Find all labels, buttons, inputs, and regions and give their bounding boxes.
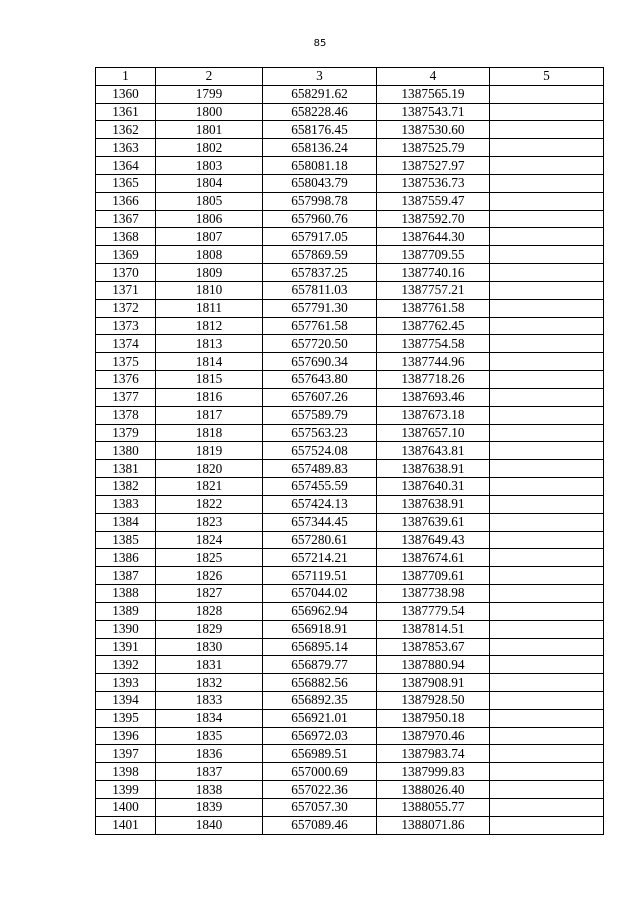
table-cell: 1400 (96, 798, 156, 816)
table-cell: 1387983.74 (377, 745, 490, 763)
table-cell: 656972.03 (263, 727, 377, 745)
table-cell: 1387761.58 (377, 299, 490, 317)
table-cell: 1387543.71 (377, 103, 490, 121)
table-cell: 1367 (96, 210, 156, 228)
table-cell: 656882.56 (263, 674, 377, 692)
table-cell (490, 371, 604, 389)
table-cell: 1801 (156, 121, 263, 139)
table-cell: 657643.80 (263, 371, 377, 389)
table-cell: 1388055.77 (377, 798, 490, 816)
table-cell: 657089.46 (263, 816, 377, 834)
table-cell: 657524.08 (263, 442, 377, 460)
table-row (96, 781, 604, 799)
table-cell: 657489.83 (263, 460, 377, 478)
table-cell: 1387853.67 (377, 638, 490, 656)
table-cell: 1387536.73 (377, 174, 490, 192)
table-row (96, 745, 604, 763)
table-cell: 1387559.47 (377, 192, 490, 210)
table-cell (490, 353, 604, 371)
table-cell: 1387928.50 (377, 691, 490, 709)
table-row (96, 549, 604, 567)
table-row (96, 816, 604, 834)
table-cell: 1387779.54 (377, 602, 490, 620)
table-cell: 657455.59 (263, 478, 377, 496)
table-cell: 1381 (96, 460, 156, 478)
table-cell: 657607.26 (263, 388, 377, 406)
table-cell (490, 388, 604, 406)
table-row (96, 210, 604, 228)
table-row (96, 513, 604, 531)
table-cell: 1382 (96, 478, 156, 496)
table-cell (490, 192, 604, 210)
table-row (96, 674, 604, 692)
table-cell: 1387643.81 (377, 442, 490, 460)
table-cell: 657998.78 (263, 192, 377, 210)
table-cell: 657761.58 (263, 317, 377, 335)
table-cell: 1387693.46 (377, 388, 490, 406)
table-cell: 1825 (156, 549, 263, 567)
table-cell: 1372 (96, 299, 156, 317)
header-row (96, 68, 604, 86)
table-cell: 1803 (156, 157, 263, 175)
table-cell: 1838 (156, 781, 263, 799)
table-cell: 1376 (96, 371, 156, 389)
table-cell: 1387709.61 (377, 567, 490, 585)
page-number: 85 (313, 38, 327, 49)
column-header: 3 (263, 68, 377, 86)
table-cell: 1835 (156, 727, 263, 745)
table-cell: 1397 (96, 745, 156, 763)
column-header: 4 (377, 68, 490, 86)
table-cell: 1387640.31 (377, 478, 490, 496)
table-cell: 1362 (96, 121, 156, 139)
table-cell: 1368 (96, 228, 156, 246)
table-cell: 1826 (156, 567, 263, 585)
table-cell: 1807 (156, 228, 263, 246)
table-cell: 657960.76 (263, 210, 377, 228)
table-row (96, 602, 604, 620)
table-cell (490, 709, 604, 727)
table-body (96, 85, 604, 834)
table-row (96, 638, 604, 656)
table-row (96, 121, 604, 139)
table-cell: 657690.34 (263, 353, 377, 371)
table-cell: 1387740.16 (377, 264, 490, 282)
table-cell: 657563.23 (263, 424, 377, 442)
table-cell: 656921.01 (263, 709, 377, 727)
table-row (96, 371, 604, 389)
table-row (96, 424, 604, 442)
table-cell (490, 264, 604, 282)
table-cell: 1804 (156, 174, 263, 192)
table-cell: 1387950.18 (377, 709, 490, 727)
table-cell: 657720.50 (263, 335, 377, 353)
table-cell: 1387527.97 (377, 157, 490, 175)
table-cell: 1387757.21 (377, 281, 490, 299)
table-cell: 1813 (156, 335, 263, 353)
table-cell: 657119.51 (263, 567, 377, 585)
table-row (96, 691, 604, 709)
table-cell: 657044.02 (263, 585, 377, 603)
table-cell: 1387649.43 (377, 531, 490, 549)
table-cell: 1384 (96, 513, 156, 531)
table-row (96, 620, 604, 638)
table-cell: 1360 (96, 85, 156, 103)
table-row (96, 406, 604, 424)
table-cell: 1387644.30 (377, 228, 490, 246)
table-cell (490, 478, 604, 496)
table-cell: 1365 (96, 174, 156, 192)
table-cell: 656879.77 (263, 656, 377, 674)
table-cell (490, 406, 604, 424)
table-cell: 1814 (156, 353, 263, 371)
table-cell: 1828 (156, 602, 263, 620)
table-cell (490, 816, 604, 834)
table-row (96, 299, 604, 317)
table-cell (490, 210, 604, 228)
table-cell: 1387674.61 (377, 549, 490, 567)
table-cell: 658291.62 (263, 85, 377, 103)
table-cell (490, 246, 604, 264)
table-cell: 1815 (156, 371, 263, 389)
table-cell: 1366 (96, 192, 156, 210)
table-cell (490, 85, 604, 103)
table-cell: 656895.14 (263, 638, 377, 656)
table-row (96, 174, 604, 192)
table-cell: 1387638.91 (377, 460, 490, 478)
table-cell: 1829 (156, 620, 263, 638)
table-cell: 1820 (156, 460, 263, 478)
table-cell: 1370 (96, 264, 156, 282)
table-cell: 1818 (156, 424, 263, 442)
table-cell: 1808 (156, 246, 263, 264)
column-header: 2 (156, 68, 263, 86)
table-cell (490, 460, 604, 478)
table-cell: 657917.05 (263, 228, 377, 246)
table-cell: 657214.21 (263, 549, 377, 567)
table-cell: 1363 (96, 139, 156, 157)
table-cell (490, 727, 604, 745)
table-cell: 1824 (156, 531, 263, 549)
table-cell: 658081.18 (263, 157, 377, 175)
table-row (96, 727, 604, 745)
table-cell: 1805 (156, 192, 263, 210)
table-row (96, 157, 604, 175)
table-cell: 1387673.18 (377, 406, 490, 424)
table-cell (490, 157, 604, 175)
table-cell: 1401 (96, 816, 156, 834)
table-cell (490, 585, 604, 603)
table-cell (490, 745, 604, 763)
table-cell: 1387970.46 (377, 727, 490, 745)
table-cell: 1836 (156, 745, 263, 763)
table-cell: 1810 (156, 281, 263, 299)
table-cell (490, 549, 604, 567)
table-cell: 1388071.86 (377, 816, 490, 834)
table-cell (490, 763, 604, 781)
table-row (96, 281, 604, 299)
coordinates-table (95, 67, 604, 835)
column-header: 5 (490, 68, 604, 86)
table-cell: 656962.94 (263, 602, 377, 620)
table-cell: 1387754.58 (377, 335, 490, 353)
table-cell: 1387709.55 (377, 246, 490, 264)
table-cell: 1375 (96, 353, 156, 371)
table-cell: 1391 (96, 638, 156, 656)
table-cell: 1380 (96, 442, 156, 460)
table-cell: 1394 (96, 691, 156, 709)
table-cell: 1387 (96, 567, 156, 585)
table-cell: 1831 (156, 656, 263, 674)
table-cell: 1830 (156, 638, 263, 656)
table-cell: 1399 (96, 781, 156, 799)
table-cell: 1806 (156, 210, 263, 228)
table-cell: 1809 (156, 264, 263, 282)
table-cell: 1377 (96, 388, 156, 406)
table-cell: 657057.30 (263, 798, 377, 816)
table-cell: 1799 (156, 85, 263, 103)
table-row (96, 495, 604, 513)
table-row (96, 192, 604, 210)
table-cell (490, 638, 604, 656)
table-cell: 1373 (96, 317, 156, 335)
table-cell: 1839 (156, 798, 263, 816)
table-cell: 656892.35 (263, 691, 377, 709)
table-cell: 1387908.91 (377, 674, 490, 692)
table-row (96, 585, 604, 603)
table-cell: 657000.69 (263, 763, 377, 781)
table-cell: 1802 (156, 139, 263, 157)
table-cell: 1822 (156, 495, 263, 513)
table-cell: 1388026.40 (377, 781, 490, 799)
table-cell (490, 103, 604, 121)
table-cell: 657022.36 (263, 781, 377, 799)
table-cell (490, 798, 604, 816)
table-cell (490, 299, 604, 317)
table-cell: 1392 (96, 656, 156, 674)
table-row (96, 656, 604, 674)
table-cell: 1387565.19 (377, 85, 490, 103)
table-cell: 657424.13 (263, 495, 377, 513)
table-cell (490, 121, 604, 139)
table-cell: 657280.61 (263, 531, 377, 549)
table-cell: 1396 (96, 727, 156, 745)
table-cell: 1387718.26 (377, 371, 490, 389)
table-row (96, 228, 604, 246)
table-cell (490, 781, 604, 799)
table-cell (490, 228, 604, 246)
table-cell (490, 531, 604, 549)
table-cell: 1385 (96, 531, 156, 549)
table-cell: 1387530.60 (377, 121, 490, 139)
table-cell: 1393 (96, 674, 156, 692)
table-cell: 1819 (156, 442, 263, 460)
table-cell (490, 513, 604, 531)
table-cell: 1386 (96, 549, 156, 567)
table-cell (490, 674, 604, 692)
table-row (96, 763, 604, 781)
table-cell: 1837 (156, 763, 263, 781)
table-cell: 1817 (156, 406, 263, 424)
table-cell (490, 281, 604, 299)
table-cell: 1840 (156, 816, 263, 834)
table-cell: 1387657.10 (377, 424, 490, 442)
table-cell: 1834 (156, 709, 263, 727)
table-cell: 656918.91 (263, 620, 377, 638)
table-cell: 656989.51 (263, 745, 377, 763)
table-cell: 1812 (156, 317, 263, 335)
table-cell: 1387525.79 (377, 139, 490, 157)
table-cell: 1387744.96 (377, 353, 490, 371)
table-row (96, 531, 604, 549)
column-header: 1 (96, 68, 156, 86)
table-cell: 657589.79 (263, 406, 377, 424)
table-row (96, 264, 604, 282)
table-cell: 658136.24 (263, 139, 377, 157)
table-cell (490, 139, 604, 157)
table-cell: 1811 (156, 299, 263, 317)
table-cell: 1364 (96, 157, 156, 175)
table-cell (490, 656, 604, 674)
table-cell: 1389 (96, 602, 156, 620)
table-cell: 1388 (96, 585, 156, 603)
table-row (96, 798, 604, 816)
table-cell: 657837.25 (263, 264, 377, 282)
table-cell: 1833 (156, 691, 263, 709)
table-cell: 1379 (96, 424, 156, 442)
table-cell: 1378 (96, 406, 156, 424)
table-cell (490, 335, 604, 353)
table-cell: 658228.46 (263, 103, 377, 121)
table-cell: 658176.45 (263, 121, 377, 139)
table-cell: 1387880.94 (377, 656, 490, 674)
table-cell: 1827 (156, 585, 263, 603)
table-cell: 1390 (96, 620, 156, 638)
table-row (96, 139, 604, 157)
table-cell (490, 424, 604, 442)
table-row (96, 335, 604, 353)
table-cell: 1387814.51 (377, 620, 490, 638)
table-cell: 657869.59 (263, 246, 377, 264)
table-row (96, 460, 604, 478)
table-cell: 1816 (156, 388, 263, 406)
table-row (96, 103, 604, 121)
table-row (96, 478, 604, 496)
table-cell: 1374 (96, 335, 156, 353)
table-cell: 1369 (96, 246, 156, 264)
table-cell: 1823 (156, 513, 263, 531)
table-row (96, 442, 604, 460)
table-cell: 1387638.91 (377, 495, 490, 513)
table-row (96, 567, 604, 585)
table-cell: 1383 (96, 495, 156, 513)
table-cell (490, 317, 604, 335)
table-cell: 1398 (96, 763, 156, 781)
table-cell: 1821 (156, 478, 263, 496)
table-cell: 1387592.70 (377, 210, 490, 228)
table-cell: 1395 (96, 709, 156, 727)
table-cell: 1800 (156, 103, 263, 121)
table-row (96, 317, 604, 335)
table-cell: 657791.30 (263, 299, 377, 317)
table-row (96, 353, 604, 371)
table-cell: 1371 (96, 281, 156, 299)
table-cell (490, 495, 604, 513)
table-cell: 1832 (156, 674, 263, 692)
table-row (96, 388, 604, 406)
table-cell (490, 691, 604, 709)
table-cell: 1387639.61 (377, 513, 490, 531)
table-cell (490, 567, 604, 585)
table-cell (490, 442, 604, 460)
table-cell: 1387738.98 (377, 585, 490, 603)
table-cell (490, 620, 604, 638)
table-row (96, 85, 604, 103)
table-cell: 657344.45 (263, 513, 377, 531)
table-cell: 658043.79 (263, 174, 377, 192)
table-row (96, 246, 604, 264)
table-cell: 1387762.45 (377, 317, 490, 335)
table-cell: 1361 (96, 103, 156, 121)
table-row (96, 709, 604, 727)
table-cell: 1387999.83 (377, 763, 490, 781)
table-cell (490, 602, 604, 620)
table-cell: 657811.03 (263, 281, 377, 299)
table-cell (490, 174, 604, 192)
